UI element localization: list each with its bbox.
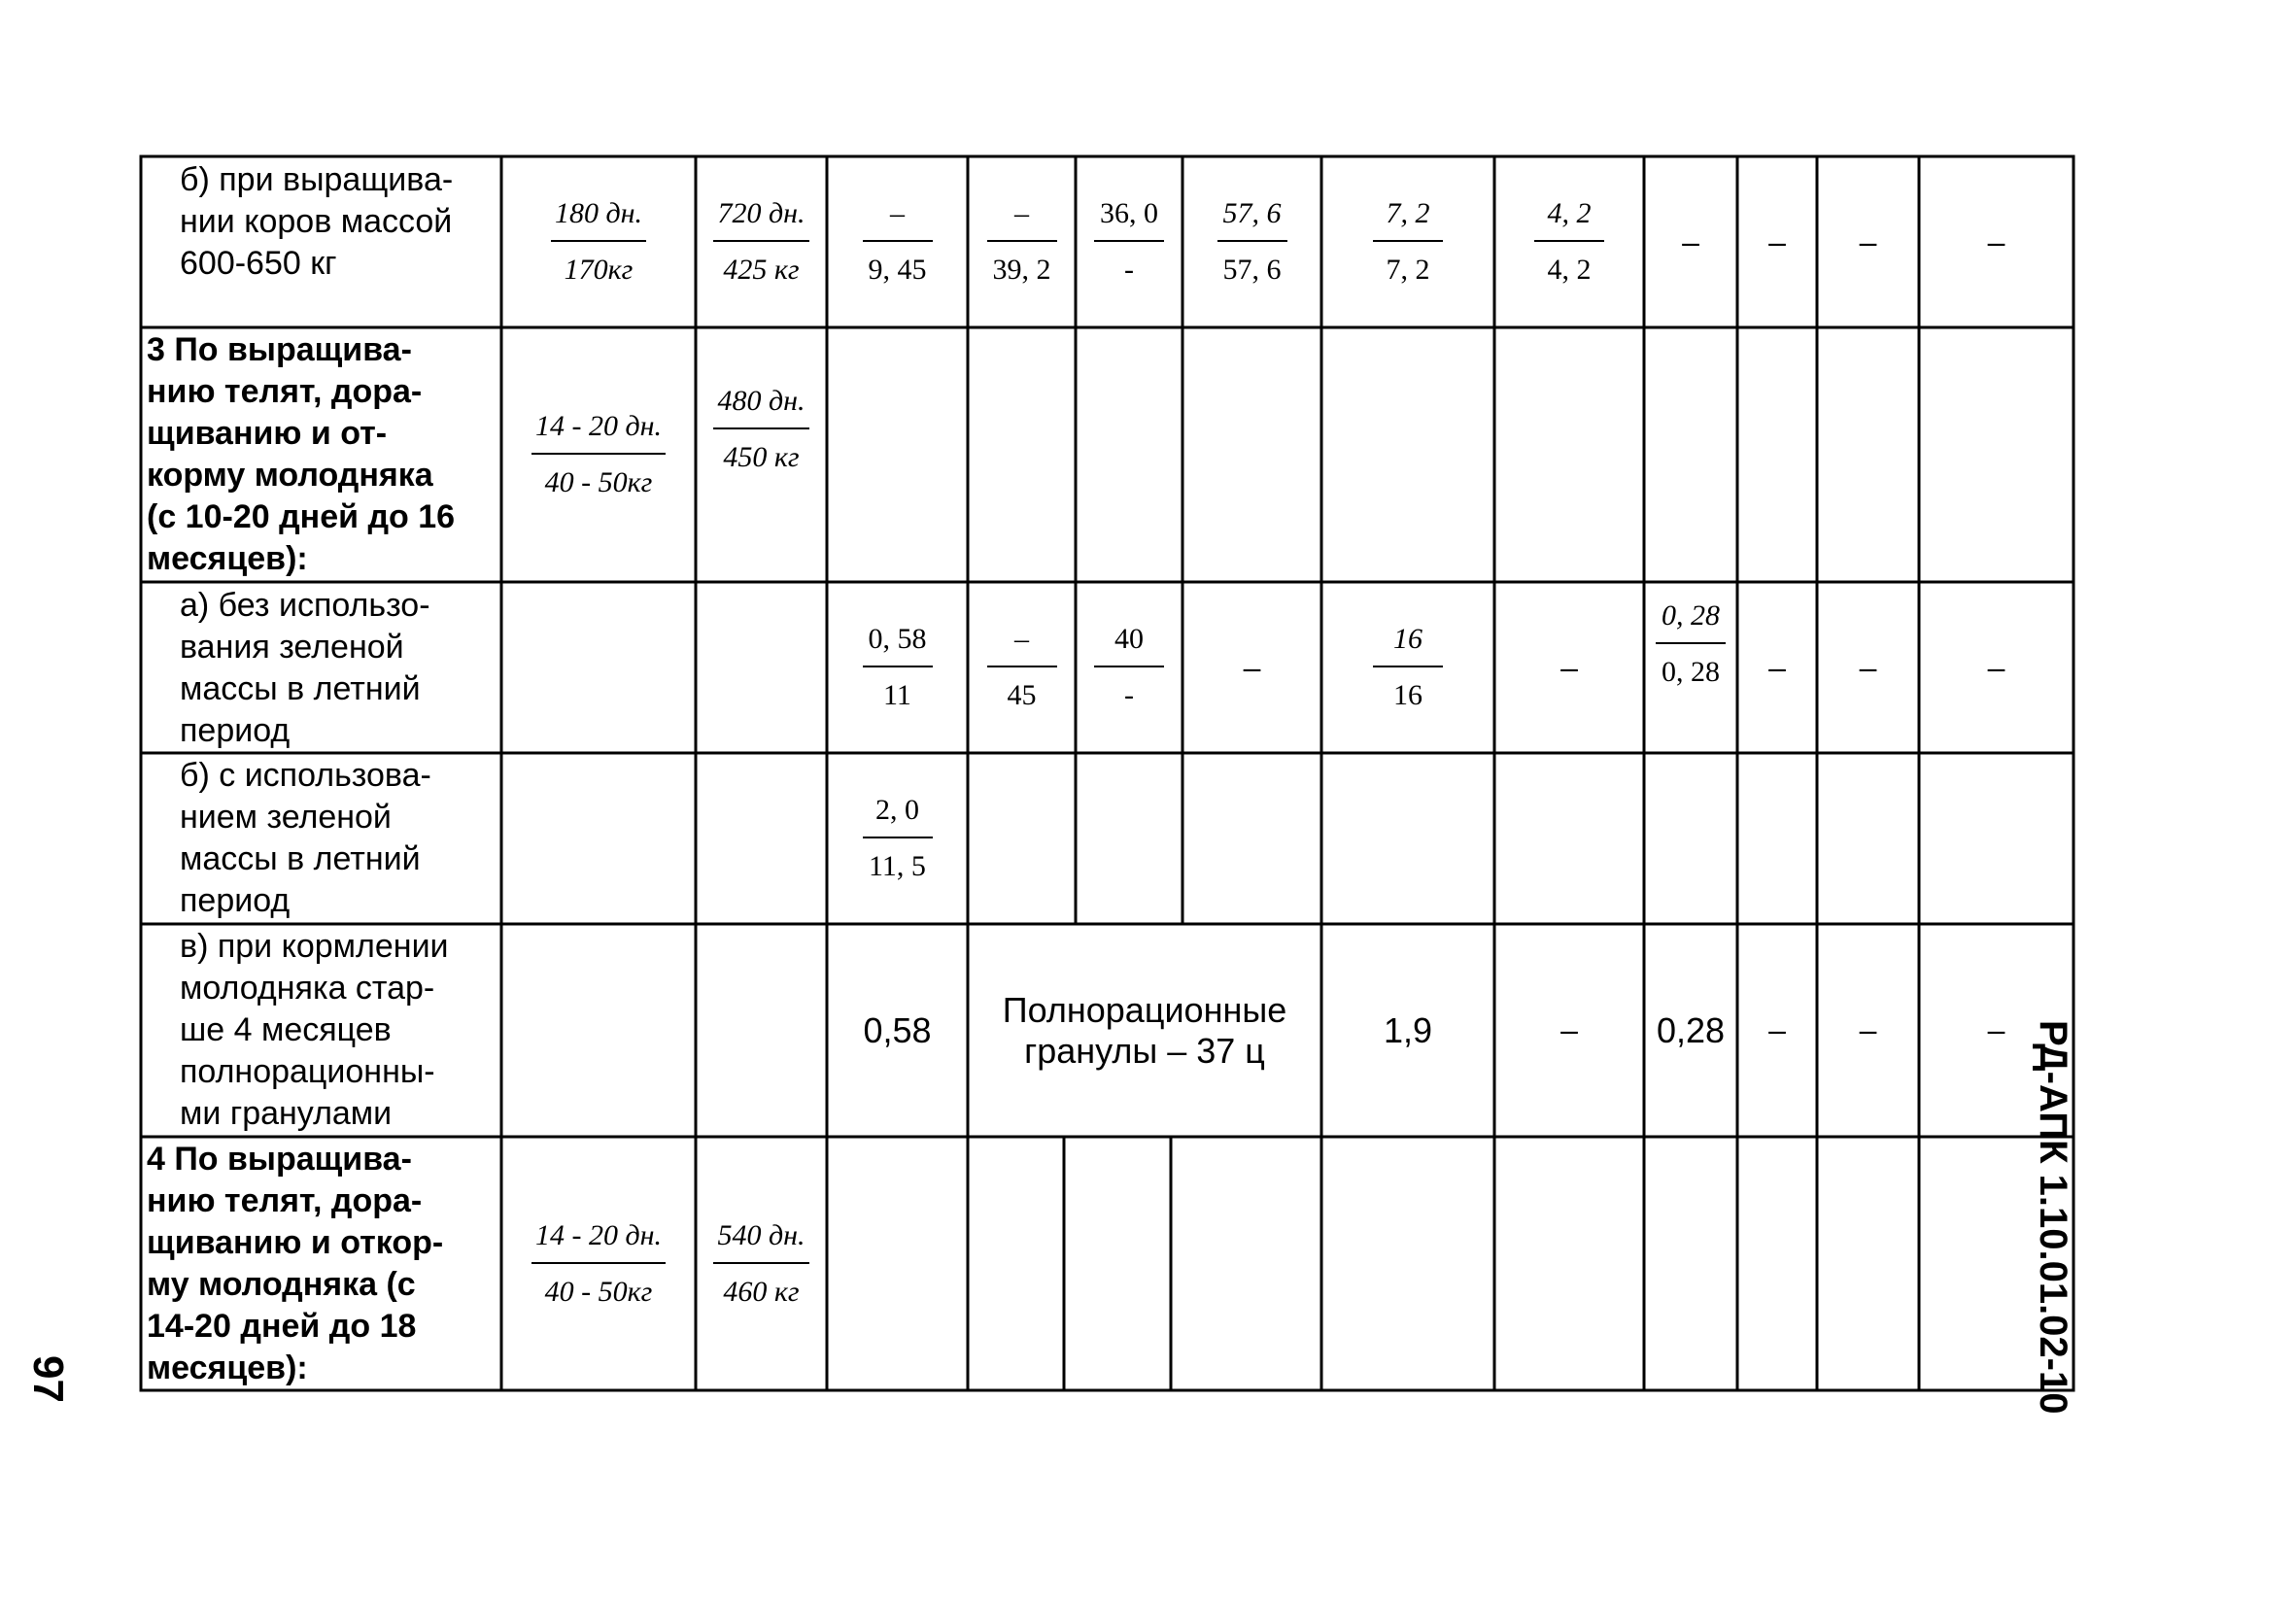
fraction-numerator: 480 дн.	[713, 387, 808, 429]
fraction-numerator: 0, 58	[863, 625, 933, 667]
row-label: 3 По выращива- нию телят, дора- щиванию и от- корму молодняка (с 10-20 дней до 16 месяцев):	[147, 331, 456, 577]
value-cell	[1076, 156, 1182, 327]
dash-cell: –	[1560, 1012, 1578, 1047]
fraction-numerator: –	[863, 199, 933, 242]
fraction-denominator: 57, 6	[1222, 254, 1282, 286]
fraction-numerator: 36, 0	[1094, 199, 1164, 242]
dash-cell: –	[1987, 649, 2005, 685]
fraction-denominator: -	[1124, 679, 1134, 711]
fraction-denominator: 425 кг	[723, 254, 800, 286]
fraction-denominator: 4, 2	[1547, 254, 1592, 286]
dash-cell: –	[1768, 1012, 1786, 1047]
period-cell	[501, 327, 696, 582]
fraction-numerator: 40	[1094, 625, 1164, 667]
fraction-denominator: 11, 5	[869, 850, 926, 882]
fraction-numerator: 7, 2	[1373, 199, 1443, 242]
fraction-numerator: –	[987, 625, 1057, 667]
fraction-numerator: 540 дн.	[713, 1221, 808, 1264]
fraction-numerator: 14 - 20 дн.	[531, 1221, 666, 1264]
fraction-denominator: 40 - 50кг	[544, 466, 653, 498]
fraction-denominator: 39, 2	[992, 254, 1051, 286]
value-cell	[968, 582, 1076, 753]
fraction-numerator: 4, 2	[1534, 199, 1604, 242]
row-label: б) с использова- нием зеленой массы в летний период	[180, 757, 431, 919]
value-cell	[968, 156, 1076, 327]
value-cell	[1076, 582, 1182, 753]
fraction-denominator: -	[1124, 254, 1134, 286]
document-code: РД-АПК 1.10.01.02-10	[2032, 1020, 2074, 1415]
value-cell	[1321, 156, 1494, 327]
fraction-denominator: 11	[883, 679, 911, 711]
row-label: а) без использо- вания зеленой массы в летний период	[180, 587, 430, 749]
value-cell: 1,9	[1383, 1009, 1433, 1050]
row-label: б) при выращива- нии коров массой 600-650 кг	[180, 161, 454, 282]
dash-cell: –	[1243, 649, 1261, 685]
fraction-denominator: 170кг	[564, 254, 634, 286]
dash-cell: –	[1682, 223, 1699, 259]
fraction-denominator: 40 - 50кг	[544, 1275, 653, 1308]
value-cell	[827, 582, 968, 753]
value-cell	[827, 753, 968, 924]
value-cell	[827, 156, 968, 327]
dash-cell: –	[1859, 223, 1877, 259]
row-label: в) при кормлении молодняка стар- ше 4 месяцев полнорационны- ми гранулами	[180, 928, 449, 1132]
fraction-numerator: 2, 0	[863, 796, 933, 838]
fraction-numerator: 57, 6	[1217, 199, 1287, 242]
value-cell	[1644, 559, 1737, 730]
growth-cell	[696, 1137, 827, 1390]
growth-cell	[696, 327, 827, 531]
dash-cell: –	[1859, 649, 1877, 685]
page-number: 97	[24, 1355, 72, 1403]
fraction-denominator: 450 кг	[723, 441, 800, 473]
dash-cell: –	[1859, 1012, 1877, 1047]
period-cell	[501, 156, 696, 327]
fraction-numerator: 720 дн.	[713, 199, 808, 242]
value-cell	[1494, 156, 1644, 327]
fraction-numerator: 14 - 20 дн.	[531, 412, 666, 455]
fraction-numerator: 0, 28	[1656, 601, 1726, 644]
value-cell	[1321, 582, 1494, 753]
value-cell: 0,28	[1656, 1009, 1726, 1050]
fraction-denominator: 7, 2	[1386, 254, 1430, 286]
value-cell: 0,58	[863, 1009, 932, 1050]
fraction-denominator: 9, 45	[868, 254, 927, 286]
fraction-denominator: 45	[1007, 679, 1037, 711]
fraction-denominator: 16	[1393, 679, 1422, 711]
growth-cell	[696, 156, 827, 327]
dash-cell: –	[1987, 1012, 2005, 1047]
row-label: 4 По выращива- нию телят, дора- щиванию и откор- му молодняка (с 14-20 дней до 18 месяцев):	[147, 1141, 444, 1386]
dash-cell: –	[1987, 223, 2005, 259]
dash-cell: –	[1768, 223, 1786, 259]
fraction-numerator: 16	[1373, 625, 1443, 667]
fraction-denominator: 0, 28	[1662, 656, 1720, 688]
dash-cell: –	[1560, 649, 1578, 685]
period-cell	[501, 1137, 696, 1390]
fraction-numerator: 180 дн.	[551, 199, 646, 242]
fraction-numerator: –	[987, 199, 1057, 242]
merged-cell: Полнорационные гранулы – 37 ц	[1002, 989, 1287, 1071]
fraction-denominator: 460 кг	[723, 1275, 800, 1308]
value-cell	[1182, 156, 1321, 327]
dash-cell: –	[1768, 649, 1786, 685]
